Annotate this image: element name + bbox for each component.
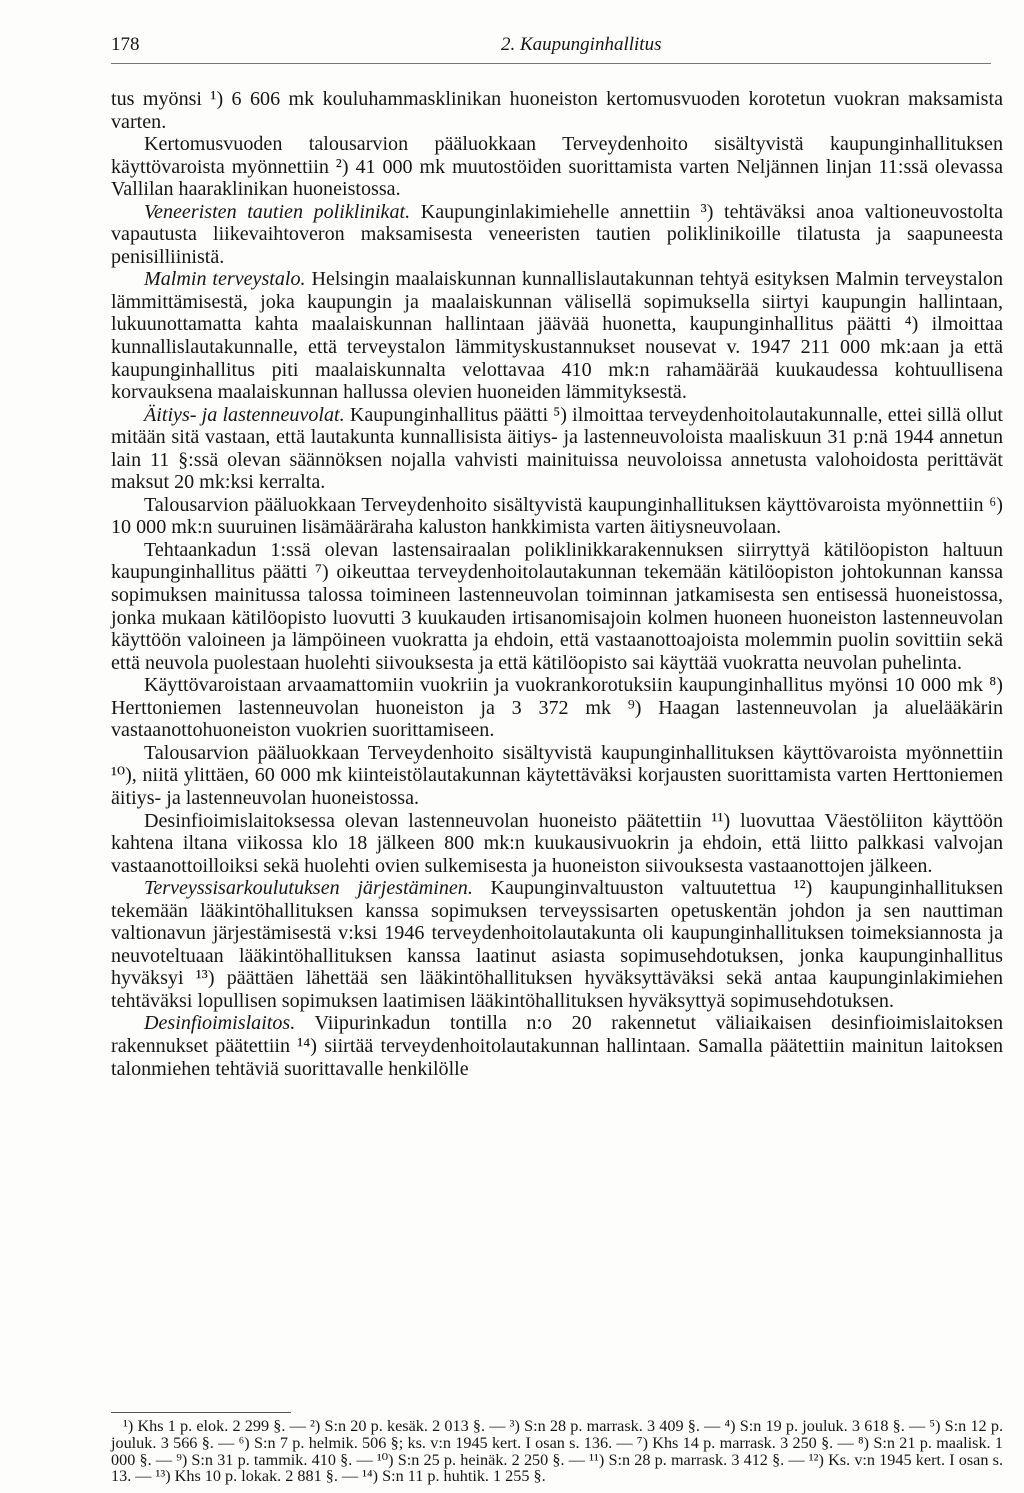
paragraph-text: Käyttövaroistaan arvaamattomiin vuokriin ja vuokrankorotuksiin kaupunginhallitus myönsi 10 000 mk ⁸) Herttoniemen lastenneuvolan huoneiston ja 3 372 mk ⁹) Haagan lastenneuvolan ja aluelääkärin vastaanottohuoneiston vuokrien suorittamiseen. [111, 674, 1003, 742]
paragraph-heading: Terveyssisarkoulutuksen järjestäminen. [144, 877, 473, 900]
paragraph [111, 88, 1003, 133]
paragraph-text: Tehtaankadun 1:ssä olevan lastensairaalan poliklinikkarakennuksen siirryttyä kätilöopiston haltuun kaupunginhallitus päätti ⁷) oikeuttaa terveydenhoitolautakunnan tekemään kätilöopiston johtokunnan kanssa sopimuksen mainitussa talossa toimineen lastenneuvolan toiminnan jatkamisesta sen entisessä huoneistossa, jonka mukaan kätilöopisto luovutti 3 kuukauden irtisanomisajoin kolmen huoneen huoneiston lastenneuvolan käyttöön valoineen ja lämpöineen vuokratta ja ehdoin, että vastaanottoajoista molemmin puolin sovittiin sekä että neuvola puolestaan huolehti siivouksesta ja että kätilöopisto sai käyttää vuokratta neuvolan puhelinta. [111, 538, 1003, 674]
header-rule [111, 63, 991, 64]
page-header [111, 34, 1014, 64]
running-title: 2. Kaupunginhallitus [501, 34, 662, 55]
footnotes [111, 1418, 1003, 1485]
paragraph-heading: Malmin terveystalo. [144, 268, 306, 291]
paragraph [111, 201, 1003, 269]
paragraph-heading: Veneeristen tautien poliklinikat. [144, 200, 411, 223]
paragraph-heading: Desinfioimislaitos. [144, 1012, 296, 1035]
paragraph-text: Kaupunginlakimiehelle annettiin ³) tehtäväksi anoa valtioneuvostolta vapautusta liikevaihtoveron maksamisesta veneeristen tautien poliklinikoille tilatusta ja saapuneesta penisilliinistä. [111, 200, 1003, 268]
paragraph-text: Kertomusvuoden talousarvion pääluokkaan Terveydenhoito sisältyvistä kaupunginhallituksen käyttövaroista myönnettiin ²) 41 000 mk muutostöiden suorittamista varten Neljännen linjan 11:ssä olevassa Vallilan haaraklinikan huoneistossa. [111, 133, 1003, 201]
paragraph-text: Viipurinkadun tontilla n:o 20 rakennetut väliaikaisen desinfioimislaitoksen rakennukset päätettiin ¹⁴) siirtää terveydenhoitolautakunnan hallintaan. Samalla päätettiin mainitun laitoksen talonmiehen tehtäviä suorittavalle henkilölle [111, 1012, 1003, 1080]
paragraph-text: Talousarvion pääluokkaan Terveydenhoito sisältyvistä kaupunginhallituksen käyttövaroista myönnettiin ⁶) 10 000 mk:n suuruinen lisämääräraha kaluston hankkimista varten äitiysneuvolaan. [111, 493, 1003, 539]
paragraph-text: tus myönsi ¹) 6 606 mk kouluhammasklinikan huoneiston kertomusvuoden korotetun vuokran maksamista varten. [111, 88, 1003, 133]
paragraph-text: Talousarvion pääluokkaan Terveydenhoito sisältyvistä kaupunginhallituksen käyttövaroista myönnettiin ¹⁰), niitä ylittäen, 60 000 mk kiinteistölautakunnan käytettäväksi korjausten suorittamista varten Herttoniemen äitiys- ja lastenneuvolan huoneistossa. [111, 741, 1003, 809]
page-number: 178 [111, 34, 140, 55]
paragraph-text: Kaupunginhallitus päätti ⁵) ilmoittaa terveydenhoitolautakunnalle, ettei sillä ollut mitään sitä vastaan, että lautakunta kunnallisista äitiys- ja lastenneuvoloista maaliskuun 31 p:nä 1944 annetun lain 11 §:ssä olevan säännöksen nojalla vahvisti mainituissa neuvoloissa annetusta valohoidosta perittävät maksut 20 mk:ksi kerralta. [111, 403, 1003, 494]
body-text [111, 88, 1003, 1080]
paragraph [111, 1012, 1003, 1080]
paragraph-text: Helsingin maalaiskunnan kunnallislautakunnan tehtyä esityksen Malmin terveystalon lämmittämisestä, joka kaupungin ja maalaiskunnan välisellä sopimuksella siirtyi kaupungin hallintaan, lukuunottamatta kahta maalaiskunnan hallintaan jäävää huonetta, kaupunginhallitus päätti ⁴) ilmoittaa kunnallislautakunnalle, että terveystalon lämmityskustannukset nousevat v. 1947 211 000 mk:aan ja että kaupunginhallitus piti maalaiskunnalta velottavaa 410 mk:n rahamäärää kuukaudessa kohtuullisena korvauksena maalaiskunnan hallussa olevien huoneiden lämmityksestä. [111, 268, 1003, 404]
paragraph [111, 539, 1003, 674]
paragraph [111, 268, 1003, 403]
paragraph [111, 810, 1003, 878]
paragraph [111, 133, 1003, 201]
paragraph-text: Kaupunginvaltuuston valtuutettua ¹²) kaupunginhallituksen tekemään lääkintöhallituksen kanssa sopimuksen terveyssisarten opetuskentän johdon ja sen nauttiman valtionavun järjestämisestä v:ksi 1946 terveydenhoitolautakunta oli kaupunginhallituksen toimeksiannosta ja neuvoteltuaan lääkintöhallituksen kanssa laatinut asiasta sopimusehdotuksen, jonka kaupunginhallitus hyväksyi ¹³) päättäen lähettää sen lääkintöhallituksen hyväksyttäväksi sekä antaa kaupunginlakimiehen tehtäväksi lopullisen sopimuksen laatimisen lääkintöhallituksen hyväksyttyä sopimusehdotuksen. [111, 877, 1003, 1012]
footnote-rule [111, 1412, 291, 1413]
footnote-text: ¹) Khs 1 p. elok. 2 299 §. — ²) S:n 20 p. kesäk. 2 013 §. — ³) S:n 28 p. marrask. 3 409 §. — ⁴) S:n 19 p. jouluk. 3 618 §. — ⁵) S:n 12 p. jouluk. 3 566 §. — ⁶) S:n 7 p. helmik. 506 §; ks. v:n 1945 kert. I osan s. 136. — ⁷) Khs 14 p. marrask. 3 250 §. — ⁸) S:n 21 p. maalisk. 1 000 §. — ⁹) S:n 31 p. tammik. 410 §. — ¹⁰) S:n 25 p. heinäk. 2 250 §. — ¹¹) S:n 28 p. marrask. 3 412 §. — ¹²) Ks. v:n 1945 kert. I osan s. 13. — ¹³) Khs 10 p. lokak. 2 881 §. — ¹⁴) S:n 11 p. huhtik. 1 255 §. [111, 1417, 1003, 1486]
paragraph [111, 877, 1003, 1012]
paragraph-heading: Äitiys- ja lastenneuvolat. [144, 403, 345, 426]
paragraph [111, 494, 1003, 539]
paragraph [111, 742, 1003, 810]
paragraph [111, 404, 1003, 494]
paragraph [111, 674, 1003, 742]
paragraph-text: Desinfioimislaitoksessa olevan lastenneuvolan huoneisto päätettiin ¹¹) luovuttaa Väestöliiton käyttöön kahtena iltana viikossa klo 18 jälkeen 800 mk:n kuukausivuokrin ja ehdoin, että liitto palkkasi valvojan vastaanottoilloiksi sekä huolehti ovien sulkemisesta ja huoneiston siivouksesta vastaanottojen jälkeen. [111, 809, 1003, 877]
